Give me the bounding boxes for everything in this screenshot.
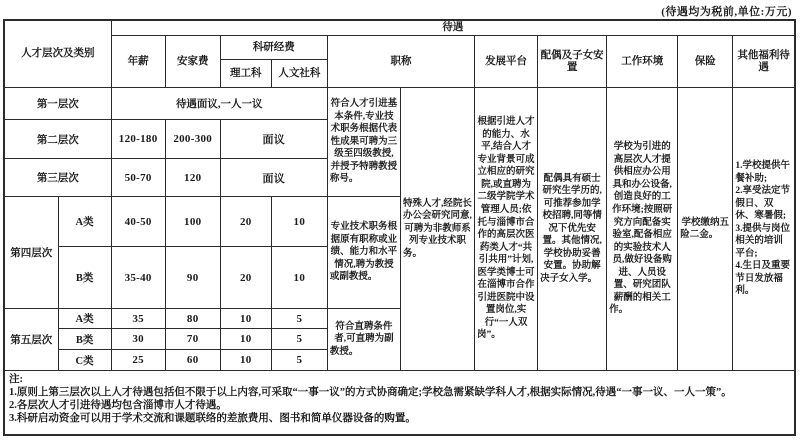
spouse-children-cell: 配偶具有硕士研究生学历的,可推荐参加学校招聘,同等情况下优先安置。其他情况,学校协助妥善安置。协助解决子女入学。 [538, 88, 607, 371]
tier5c-category: C类 [58, 350, 111, 371]
talent-treatment-table [3, 19, 796, 436]
notes-label: 注: [9, 374, 23, 386]
tier5-label: 第五层次 [4, 309, 58, 371]
header-sci-eng: 理工科 [220, 60, 271, 88]
header-annual-salary: 年薪 [111, 36, 165, 88]
tier2-annual-salary: 120-180 [111, 120, 165, 159]
tier4-label: 第四层次 [4, 197, 58, 309]
tier3-settling-fee: 120 [165, 159, 220, 197]
title-basic-cell: 符合人才引进基本条件,专业技术职务根据代表性成果可聘为三级至四级教授,并授予特聘教授称号。 [327, 88, 400, 197]
tier2-label: 第二层次 [4, 120, 111, 159]
work-env-cell: 学校为引进的高层次人才提供相应办公用具和办公设备,创造良好的工作环境;按照研究方向配备实验室,配备相应的实验技术人员,做好设备购进、人员设置、研究团队薪酬的相关工作。 [607, 88, 678, 371]
welfare-item-1: 1.学校提供午餐补助; [735, 161, 790, 184]
title-special-cell: 特殊人才,经院长办公会研究同意,可聘为非教师系列专业技术职务。 [400, 88, 474, 371]
notes-cell [4, 371, 795, 435]
tier5b-humanities-fund: 5 [271, 329, 327, 350]
welfare-item-4: 4.生日及重要节日发放福利。 [735, 261, 790, 297]
tier4b-humanities-fund: 10 [271, 247, 327, 309]
tier2-settling-fee: 200-300 [165, 120, 220, 159]
unit-note: (待遇均为税前,单位:万元) [661, 6, 792, 18]
tier5a-sci-eng-fund: 10 [220, 309, 271, 329]
tier4a-humanities-fund: 10 [271, 197, 327, 247]
header-spouse-children: 配偶及子女安置 [538, 36, 607, 88]
title-tier5-cell: 符合直聘条件者,可直聘为副教授。 [327, 309, 400, 371]
tier4b-category: B类 [58, 247, 111, 309]
tier5c-settling-fee: 60 [165, 350, 220, 371]
tier5c-annual-salary: 25 [111, 350, 165, 371]
header-treatment: 待遇 [111, 20, 795, 36]
tier1-label: 第一层次 [4, 88, 111, 120]
header-humanities: 人文社科 [271, 60, 327, 88]
note-item-3: 3.科研启动资金可以用于学术交流和课题联络的差旅费用、图书和简单仪器设备的购置。 [9, 413, 416, 425]
tier4b-annual-salary: 35-40 [111, 247, 165, 309]
notes-row [4, 371, 795, 435]
welfare-item-3: 3.提供与岗位相关的培训平台; [735, 223, 790, 259]
tier5a-annual-salary: 35 [111, 309, 165, 329]
header-other-welfare: 其他福利待遇 [733, 36, 795, 88]
insurance-cell: 学校缴纳五险二金。 [678, 88, 733, 371]
header-row-treatment [4, 20, 795, 36]
tier4b-settling-fee: 90 [165, 247, 220, 309]
tier5c-humanities-fund: 5 [271, 350, 327, 371]
tier5b-annual-salary: 30 [111, 329, 165, 350]
header-work-env: 工作环境 [607, 36, 678, 88]
tier5b-settling-fee: 70 [165, 329, 220, 350]
tier3-annual-salary: 50-70 [111, 159, 165, 197]
tier5b-sci-eng-fund: 10 [220, 329, 271, 350]
tier5b-category: B类 [58, 329, 111, 350]
header-research-fund: 科研经费 [220, 36, 327, 60]
title-tier4-cell: 专业技术职务根据原有职称或业绩、能力和水平情况,聘为教授或副教授。 [327, 197, 400, 309]
tier4b-sci-eng-fund: 20 [220, 247, 271, 309]
tier5c-sci-eng-fund: 10 [220, 350, 271, 371]
header-settling-fee: 安家费 [165, 36, 220, 88]
header-row-columns [4, 36, 795, 60]
header-platform: 发展平台 [475, 36, 538, 88]
tier5a-category: A类 [58, 309, 111, 329]
header-title: 职称 [327, 36, 474, 88]
tier3-research-fund: 面议 [220, 159, 327, 197]
tier5a-humanities-fund: 5 [271, 309, 327, 329]
tier4a-category: A类 [58, 197, 111, 247]
header-talent-level: 人才层次及类别 [4, 20, 111, 88]
welfare-item-2: 2.享受法定节假日、双休、寒暑假; [735, 186, 790, 222]
tier5a-settling-fee: 80 [165, 309, 220, 329]
platform-cell: 根据引进人才的能力、水平,结合人才专业背景可成立相应的研究院,或直聘为二级学院学术管理人员;依托与淄博市合作的高层次医药类人才“共引共用”计划,医学类博士可在淄博市合作引进医院中设置岗位,实行“一人双岗”。 [475, 88, 538, 371]
tier4a-settling-fee: 100 [165, 197, 220, 247]
tier4a-annual-salary: 40-50 [111, 197, 165, 247]
header-insurance: 保险 [678, 36, 733, 88]
tier2-research-fund: 面议 [220, 120, 327, 159]
tier3-label: 第三层次 [4, 159, 111, 197]
tier1-negotiated-treatment: 待遇面议,一人一议 [111, 88, 327, 120]
note-item-1: 1.原则上第三层次以上人才待遇包括但不限于以上内容,可采取“一事一议”的方式协商确定;学校急需紧缺学科人才,根据实际情况,待遇“一事一议、一人一策”。 [9, 387, 732, 399]
tier1-row [4, 88, 795, 120]
tier4a-sci-eng-fund: 20 [220, 197, 271, 247]
note-item-2: 2.各层次人才引进待遇均包含淄博市人才待遇。 [9, 400, 227, 412]
other-welfare-cell [733, 88, 795, 371]
